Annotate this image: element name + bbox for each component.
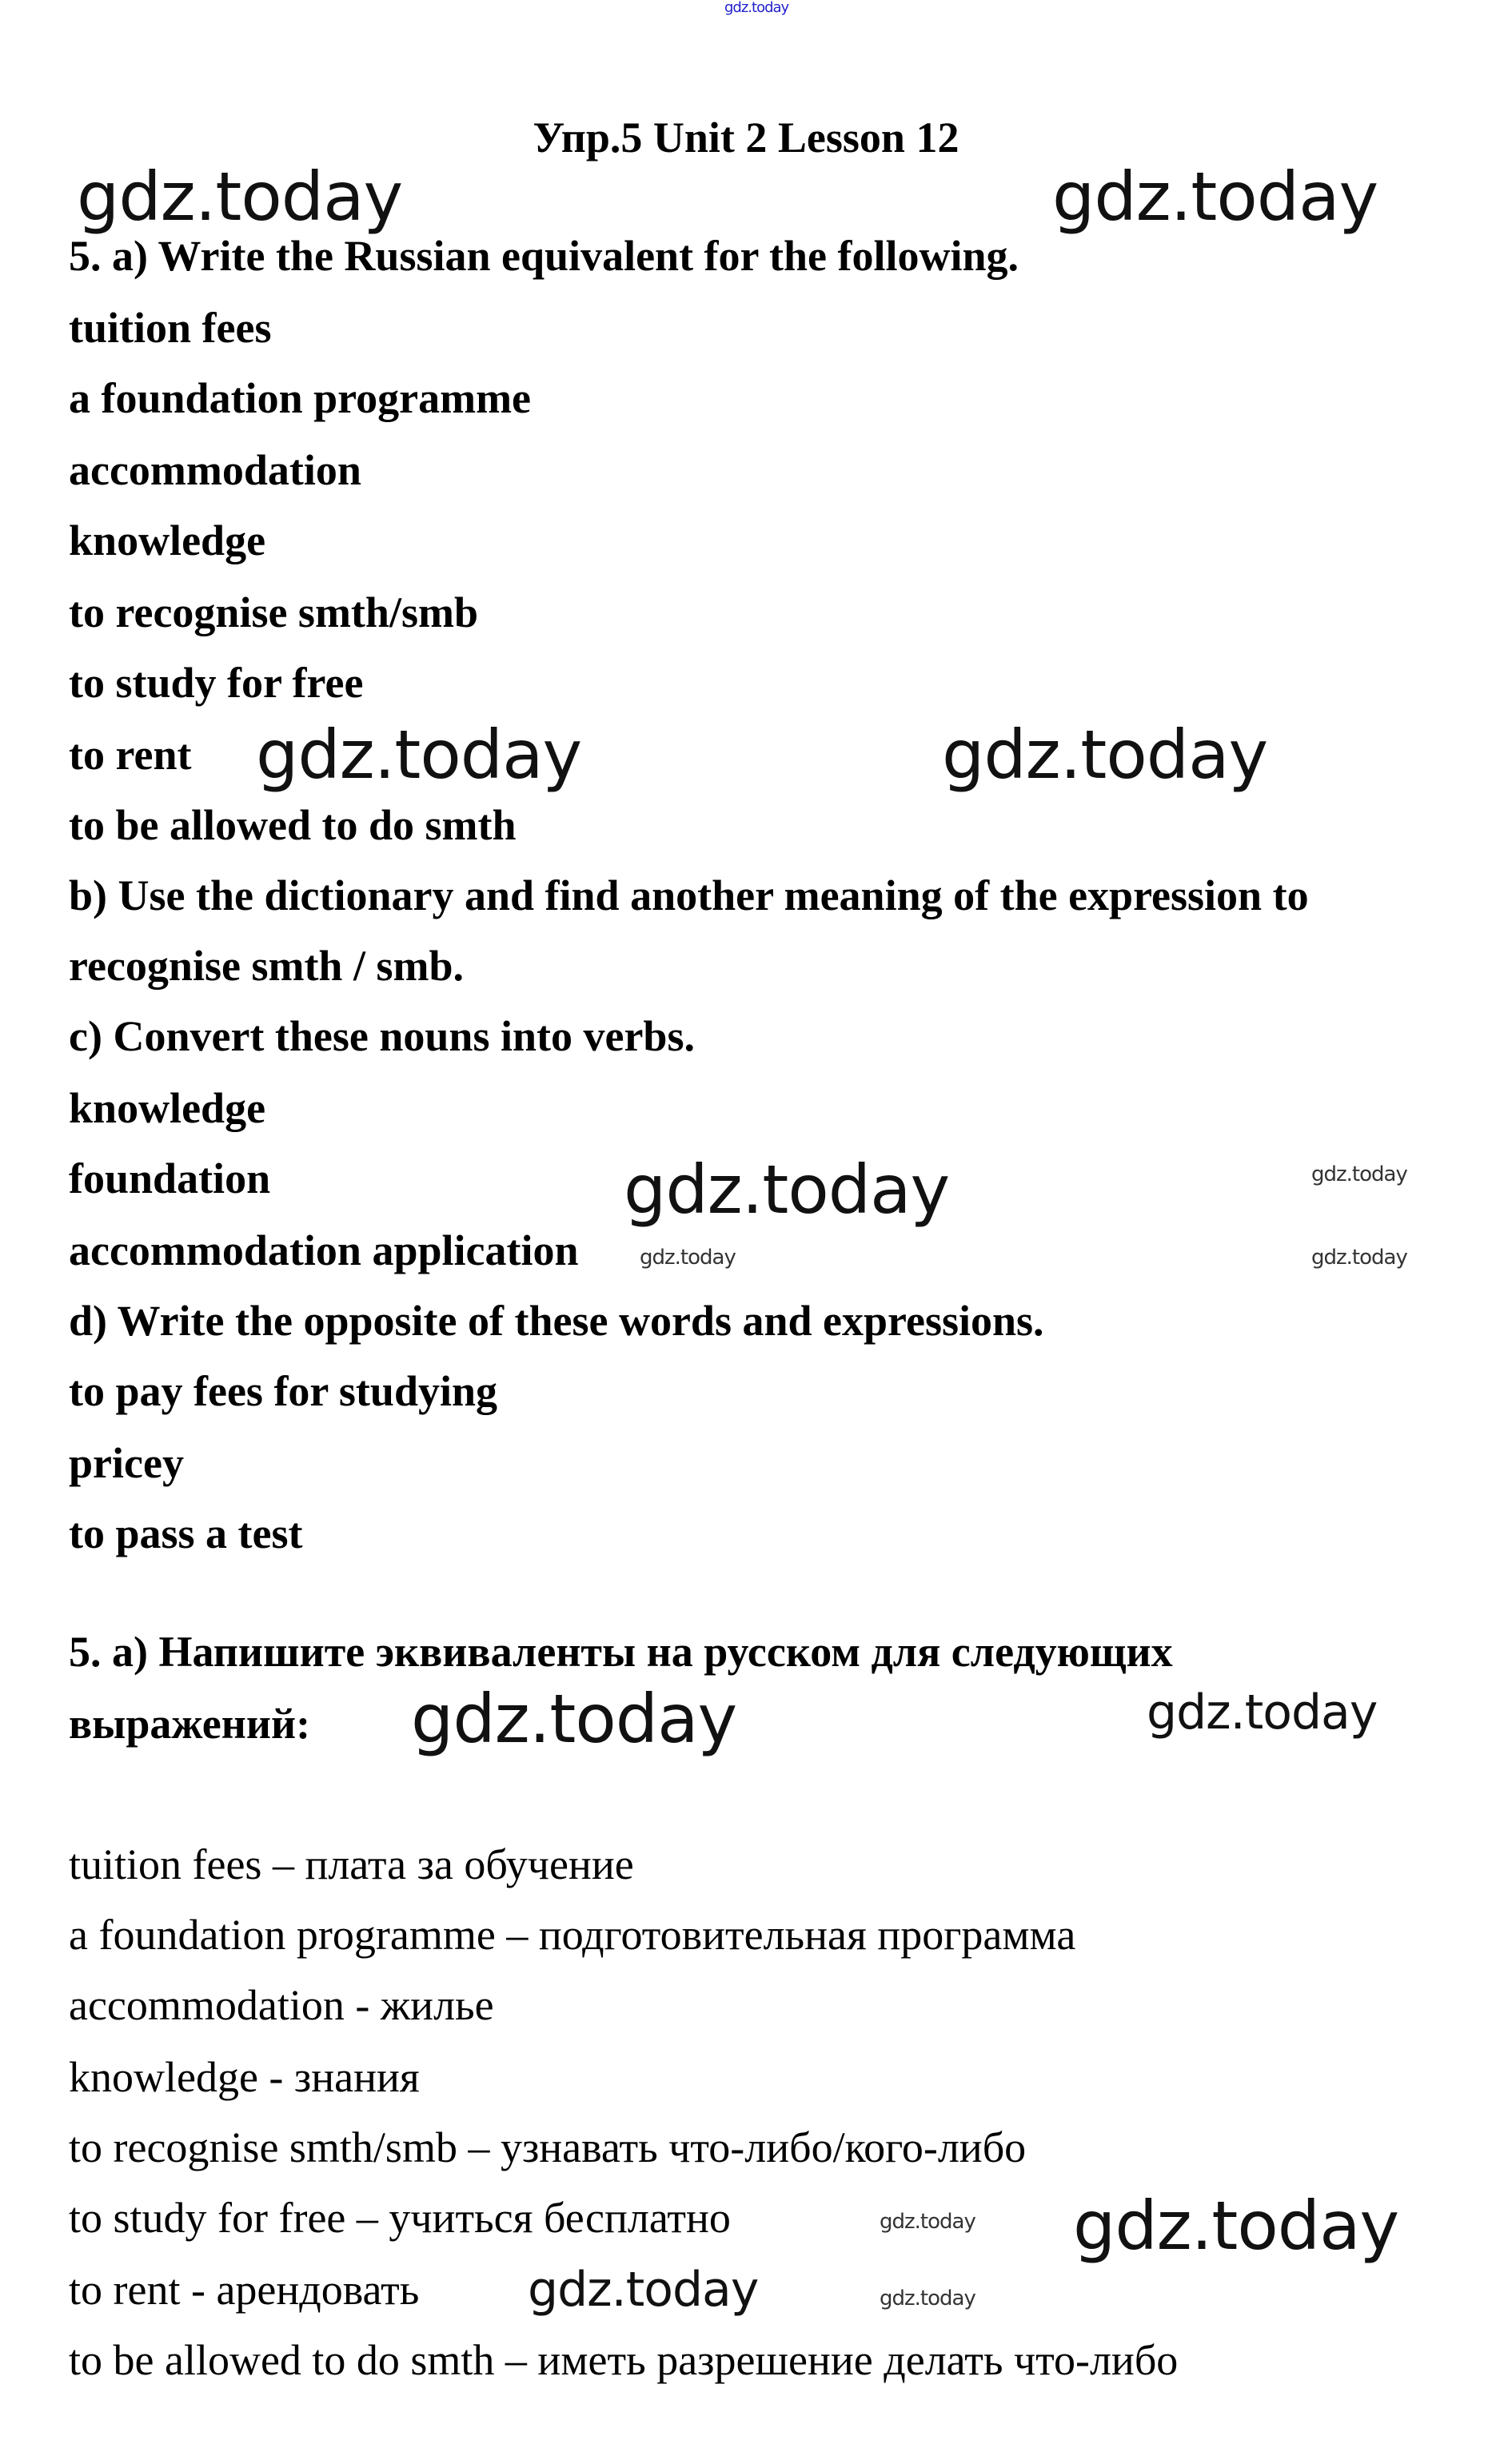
task-c-item: foundation [69,1154,271,1202]
task-a-item: to study for free [69,659,364,707]
watermark: gdz.today [724,0,789,16]
answer-heading-cont: выражений: [69,1700,311,1748]
task-a-item: to rent [69,731,192,779]
answer-item: to study for free – учиться бесплатно [69,2194,731,2242]
task-c-item: accommodation application [69,1226,579,1274]
answer-item: to be allowed to do smth – иметь разрешение делать что-либо [69,2336,1179,2384]
watermark: gdz.today [1311,1246,1407,1270]
watermark: gdz.today [880,2287,975,2310]
watermark: gdz.today [624,1150,950,1229]
watermark: gdz.today [1073,2187,1399,2265]
watermark: gdz.today [942,716,1268,794]
task-d-item: pricey [69,1439,184,1487]
answer-item: tuition fees – плата за обучение [69,1840,634,1888]
task-a-item: a foundation programme [69,374,532,422]
task-a-item: tuition fees [69,304,272,352]
watermark: gdz.today [880,2210,975,2234]
task-c-heading: c) Convert these nouns into verbs. [69,1012,695,1060]
task-a-heading: 5. a) Write the Russian equivalent for the following. [69,232,1019,280]
watermark: gdz.today [1311,1162,1407,1186]
answer-item: a foundation programme – подготовительная программа [69,1911,1076,1959]
task-a-item: knowledge [69,516,266,564]
watermark: gdz.today [1147,1685,1378,1740]
watermark: gdz.today [528,2262,759,2318]
task-d-heading: d) Write the opposite of these words and expressions. [69,1297,1044,1345]
task-a-item: to be allowed to do smth [69,801,517,849]
watermark: gdz.today [411,1680,737,1758]
answer-item: to rent - арендовать [69,2266,420,2314]
task-d-item: to pay fees for studying [69,1367,498,1415]
task-c-item: knowledge [69,1084,266,1132]
watermark: gdz.today [1052,157,1378,236]
answer-item: accommodation - жилье [69,1981,494,2029]
answer-heading: 5. а) Напишите эквиваленты на русском для следующих [69,1628,1173,1676]
watermark: gdz.today [256,716,582,794]
answer-item: knowledge - знания [69,2053,420,2101]
task-b-heading-cont: recognise smth / smb. [69,942,464,990]
answer-item: to recognise smth/smb – узнавать что-либо/кого-либо [69,2123,1027,2171]
task-a-item: accommodation [69,446,361,494]
task-b-heading: b) Use the dictionary and find another meaning of the expression to [69,871,1309,919]
task-a-item: to recognise smth/smb [69,588,478,636]
watermark: gdz.today [640,1246,736,1270]
watermark: gdz.today [77,157,403,236]
page-title: Упр.5 Unit 2 Lesson 12 [533,114,959,161]
task-d-item: to pass a test [69,1509,303,1557]
